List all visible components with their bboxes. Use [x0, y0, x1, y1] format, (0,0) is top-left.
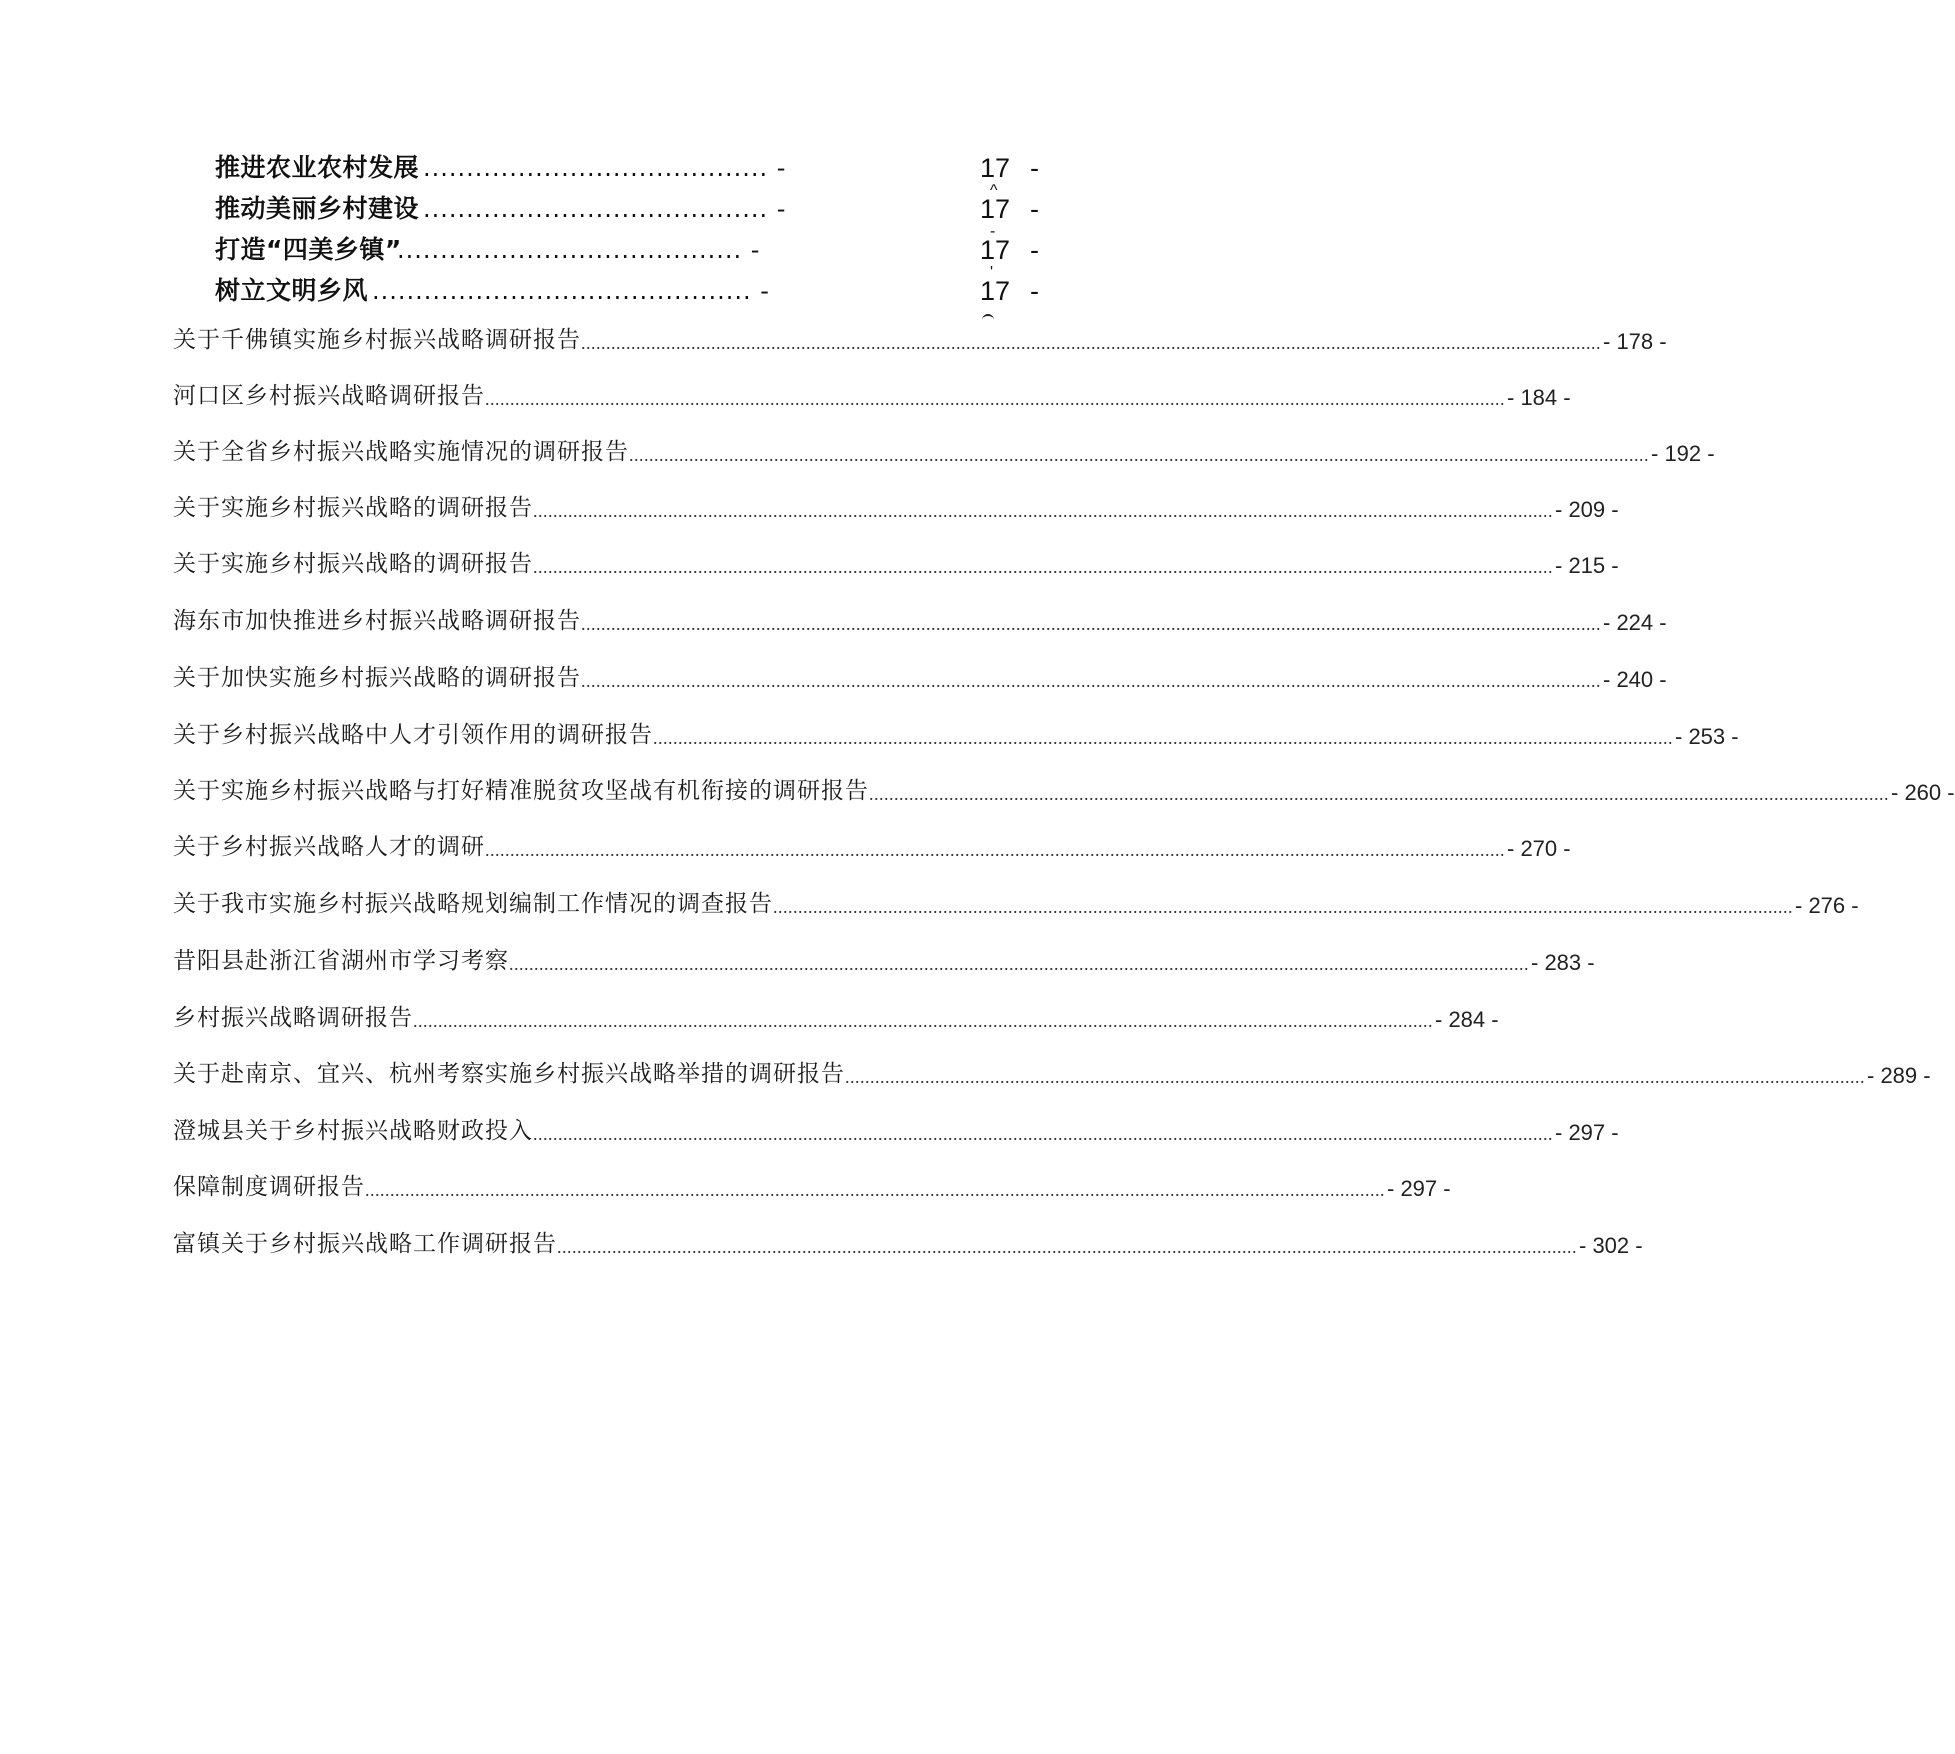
toc-leader-dots: ............................................................................................................................................................................................................	[485, 389, 1505, 409]
toc-subentry[interactable]	[215, 223, 1045, 270]
toc-entry-page: - 178 -	[1603, 329, 1667, 354]
toc-entry-title: 关于加快实施乡村振兴战略的调研报告	[173, 665, 581, 691]
toc-subentry-leader: ........................................ -	[423, 195, 787, 223]
toc-entry[interactable]	[173, 1052, 1931, 1096]
toc-entry-page: - 215 -	[1555, 553, 1619, 578]
toc-leader-dots: ............................................................................................................................................................................................................	[845, 1067, 1865, 1087]
toc-subentry-leader: ............................................ -	[372, 277, 770, 305]
toc-entry[interactable]	[173, 825, 1571, 869]
toc-subentry-page-number: 17	[980, 194, 1011, 224]
toc-entry-title: 昔阳县赴浙江省湖州市学习考察	[173, 948, 509, 974]
toc-entry-title: 保障制度调研报告	[173, 1174, 365, 1200]
toc-leader-dots: ............................................................................................................................................................................................................	[581, 614, 1601, 634]
toc-subentry-title: 推进农业农村发展	[215, 153, 420, 182]
toc-entry-title: 澄城县关于乡村振兴战略财政投入	[173, 1118, 533, 1144]
toc-subentry-title: 推动美丽乡村建设	[215, 194, 420, 223]
overlap-mark: ^	[990, 182, 998, 199]
toc-subentry-title: 树立文明乡风	[215, 276, 369, 305]
toc-entry[interactable]	[173, 542, 1619, 586]
toc-entry[interactable]	[173, 882, 1859, 926]
toc-entry-title: 关于乡村振兴战略人才的调研	[173, 834, 485, 860]
toc-leader-dots: ............................................................................................................................................................................................................	[485, 840, 1505, 860]
toc-entry[interactable]	[173, 656, 1667, 700]
toc-entry-page: - 253 -	[1675, 724, 1739, 749]
toc-entry-page: - 302 -	[1579, 1233, 1643, 1258]
toc-subentry-page	[980, 223, 1040, 270]
toc-subentry-title: 打造“四美乡镇”	[215, 235, 402, 264]
toc-entry-page: - 284 -	[1435, 1007, 1499, 1032]
overlap-mark: '	[990, 264, 994, 281]
toc-subentry-page-number: 17	[980, 153, 1011, 183]
toc-entry[interactable]	[173, 599, 1667, 643]
toc-subentry-page-dash: -	[1030, 153, 1040, 183]
toc-leader-dots: ............................................................................................................................................................................................................	[581, 671, 1601, 691]
toc-leader-dots: ............................................................................................................................................................................................................	[413, 1011, 1433, 1031]
toc-entry-page: - 260 -	[1891, 780, 1955, 805]
toc-subentry-page-dash: -	[1030, 194, 1040, 224]
toc-subentry-page	[980, 182, 1040, 229]
toc-entry[interactable]	[173, 769, 1955, 813]
toc-entry-title: 乡村振兴战略调研报告	[173, 1005, 413, 1031]
toc-leader-dots: ............................................................................................................................................................................................................	[581, 333, 1601, 353]
toc-entry[interactable]	[173, 939, 1595, 983]
toc-entry-page: - 184 -	[1507, 385, 1571, 410]
toc-entry-page: - 289 -	[1867, 1063, 1931, 1088]
toc-entry-title: 关于实施乡村振兴战略的调研报告	[173, 551, 533, 577]
toc-entry-page: - 276 -	[1795, 893, 1859, 918]
toc-leader-dots: ............................................................................................................................................................................................................	[557, 1237, 1577, 1257]
toc-leader-dots: ............................................................................................................................................................................................................	[365, 1180, 1385, 1200]
toc-leader-dots: ............................................................................................................................................................................................................	[533, 1124, 1553, 1144]
toc-subentry-page-dash: -	[1030, 235, 1040, 265]
toc-entry-title: 关于赴南京、宜兴、杭州考察实施乡村振兴战略举措的调研报告	[173, 1061, 845, 1087]
toc-subentry[interactable]	[215, 264, 1045, 311]
toc-subentry[interactable]	[215, 148, 1045, 188]
toc-entry-title: 关于实施乡村振兴战略与打好精准脱贫攻坚战有机衔接的调研报告	[173, 778, 869, 804]
toc-subentry-page-number: 17	[980, 276, 1011, 306]
toc-entry[interactable]	[173, 1222, 1643, 1266]
toc-leader-dots: ............................................................................................................................................................................................................	[629, 445, 1649, 465]
toc-entry-page: - 224 -	[1603, 610, 1667, 635]
toc-entry-page: - 270 -	[1507, 836, 1571, 861]
overlap-mark: -	[990, 223, 996, 240]
toc-entry-title: 海东市加快推进乡村振兴战略调研报告	[173, 608, 581, 634]
toc-subentry-leader: ........................................ -	[423, 154, 787, 182]
toc-entry[interactable]	[173, 996, 1499, 1040]
toc-entry-page: - 283 -	[1531, 950, 1595, 975]
toc-entry-title: 关于我市实施乡村振兴战略规划编制工作情况的调查报告	[173, 891, 773, 917]
toc-leader-dots: ............................................................................................................................................................................................................	[869, 784, 1889, 804]
toc-subentry-page-dash: -	[1030, 276, 1040, 306]
toc-leader-dots: ............................................................................................................................................................................................................	[653, 728, 1673, 748]
toc-entry[interactable]	[173, 713, 1739, 757]
toc-entry[interactable]	[173, 1165, 1451, 1209]
toc-entry[interactable]	[173, 486, 1619, 530]
toc-leader-dots: ............................................................................................................................................................................................................	[509, 954, 1529, 974]
toc-leader-dots: ............................................................................................................................................................................................................	[533, 501, 1553, 521]
toc-subentry[interactable]	[215, 182, 1045, 229]
toc-leader-dots: ............................................................................................................................................................................................................	[533, 557, 1553, 577]
toc-entry-title: 关于全省乡村振兴战略实施情况的调研报告	[173, 439, 629, 465]
toc-entry-title: 关于实施乡村振兴战略的调研报告	[173, 495, 533, 521]
toc-subentry-page-number: 17	[980, 235, 1011, 265]
toc-entry-title: 关于千佛镇实施乡村振兴战略调研报告	[173, 327, 581, 353]
toc-entry-title: 河口区乡村振兴战略调研报告	[173, 383, 485, 409]
toc-entry[interactable]	[173, 430, 1715, 474]
toc-subentry-page	[980, 264, 1040, 311]
toc-entry[interactable]	[173, 374, 1571, 418]
toc-subentry-page	[980, 148, 1039, 188]
toc-entry-title: 关于乡村振兴战略中人才引领作用的调研报告	[173, 722, 653, 748]
toc-entry-page: - 297 -	[1555, 1120, 1619, 1145]
toc-entry-page: - 240 -	[1603, 667, 1667, 692]
toc-entry-title: 富镇关于乡村振兴战略工作调研报告	[173, 1231, 557, 1257]
toc-entry[interactable]	[173, 1109, 1619, 1153]
toc-entry[interactable]	[173, 318, 1667, 362]
toc-entry-page: - 297 -	[1387, 1176, 1451, 1201]
toc-entry-page: - 192 -	[1651, 441, 1715, 466]
toc-leader-dots: ............................................................................................................................................................................................................	[773, 897, 1793, 917]
toc-subentry-leader: ........................................ -	[397, 236, 761, 264]
toc-entry-page: - 209 -	[1555, 497, 1619, 522]
